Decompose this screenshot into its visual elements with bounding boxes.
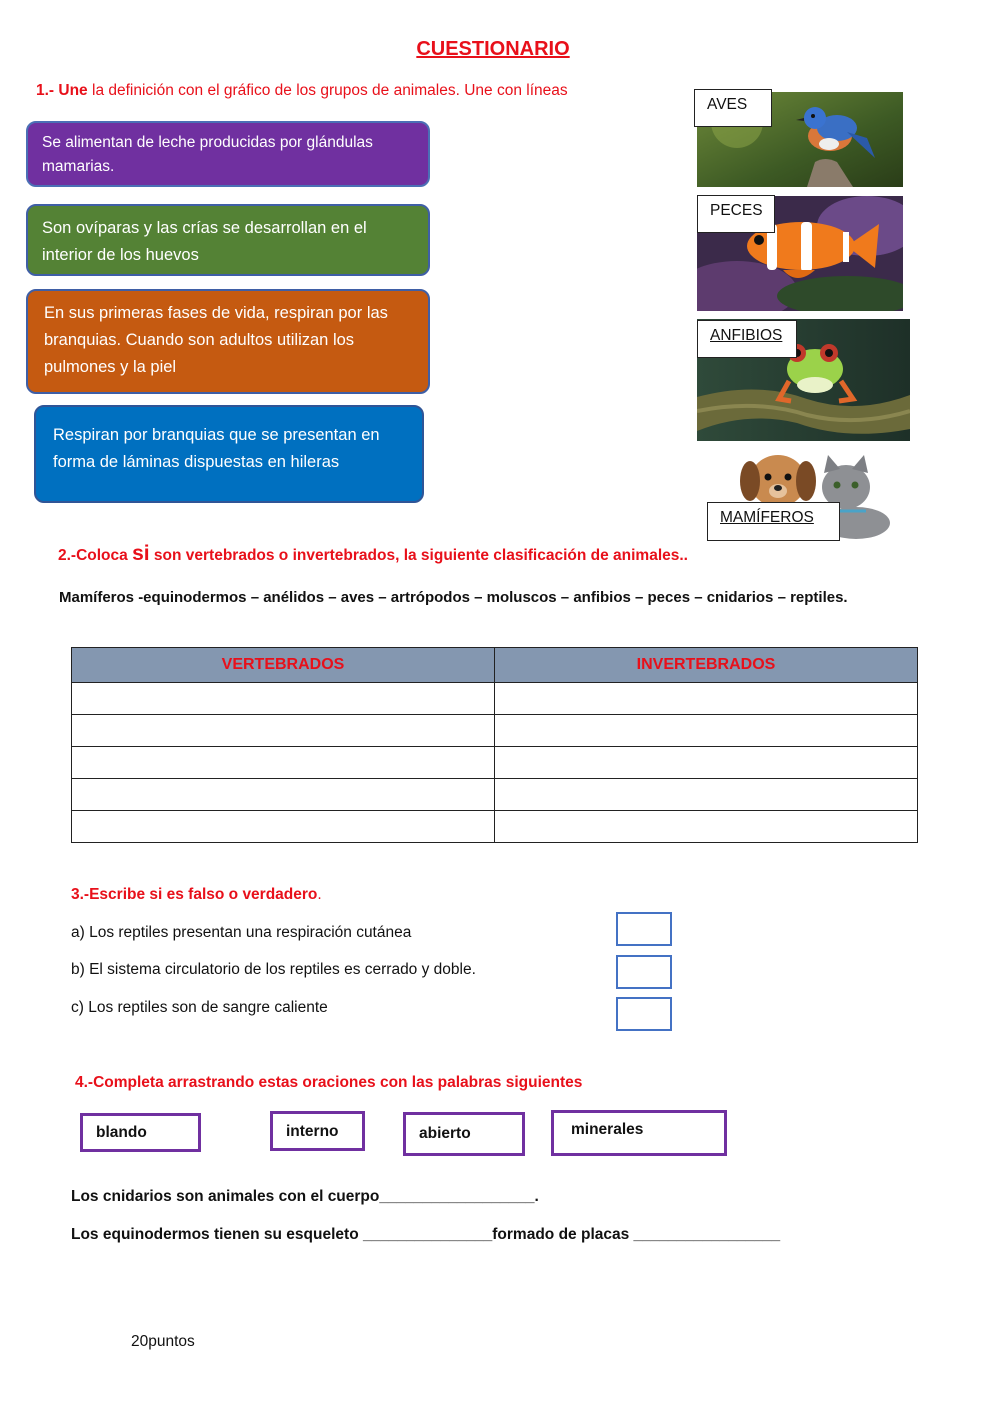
label-mamiferos[interactable] — [707, 502, 840, 541]
animal-list: Mamíferos -equinodermos – anélidos – aves – artrópodos – moluscos – anfibios – peces – cnidarios – reptiles. — [59, 589, 848, 606]
table-row — [72, 811, 918, 843]
table-row — [72, 779, 918, 811]
question-3-heading — [71, 886, 322, 904]
word-chip-interno[interactable]: interno — [270, 1111, 365, 1151]
word-chip-blando[interactable]: blando — [80, 1113, 201, 1152]
vertebrados-cell[interactable] — [72, 811, 495, 843]
header-vertebrados: VERTEBRADOS — [72, 648, 495, 683]
header-invertebrados: INVERTEBRADOS — [495, 648, 918, 683]
invertebrados-cell[interactable] — [495, 715, 918, 747]
table-row — [72, 715, 918, 747]
label-peces[interactable]: PECES — [697, 195, 775, 233]
definition-box-3[interactable]: En sus primeras fases de vida, respiran por las branquias. Cuando son adultos utilizan los pulmones y la piel — [26, 289, 430, 394]
invertebrados-cell[interactable] — [495, 779, 918, 811]
answer-box-c[interactable] — [616, 997, 672, 1031]
sentence-1: Los cnidarios son animales con el cuerpo__________________. — [71, 1188, 539, 1205]
classification-table — [71, 647, 918, 843]
invertebrados-cell[interactable] — [495, 683, 918, 715]
label-mamiferos-text: MAMÍFEROS — [720, 509, 814, 526]
label-anfibios-text: ANFIBIOS — [710, 327, 783, 344]
sentence-2: Los equinodermos tienen su esqueleto _______________formado de placas _________________ — [71, 1226, 781, 1243]
question-1-text: la definición con el gráfico de los grupos de animales. Une con líneas — [87, 82, 568, 99]
word-chip-minerales[interactable]: minerales — [551, 1110, 727, 1156]
page-title: CUESTIONARIO — [416, 38, 570, 60]
definition-box-2[interactable]: Son ovíparas y las crías se desarrollan en el interior de los huevos — [26, 204, 430, 276]
table-row — [72, 683, 918, 715]
question-1-prefix: 1.- Une — [36, 82, 88, 99]
vertebrados-cell[interactable] — [72, 779, 495, 811]
question-2-heading — [58, 542, 688, 566]
points-footer: 20puntos — [131, 1333, 195, 1350]
invertebrados-cell[interactable] — [495, 811, 918, 843]
question-1-heading — [36, 82, 568, 100]
question-2-big-word: si — [132, 542, 150, 565]
vertebrados-cell[interactable] — [72, 715, 495, 747]
statement-a: a) Los reptiles presentan una respiración cutánea — [71, 924, 412, 941]
table-row — [72, 747, 918, 779]
definition-box-1[interactable]: Se alimentan de leche producidas por glándulas mamarias. — [26, 121, 430, 187]
question-3-title: 3.-Escribe si es falso o verdadero — [71, 886, 318, 903]
question-3-dot: . — [317, 886, 322, 903]
statement-b: b) El sistema circulatorio de los reptiles es cerrado y doble. — [71, 961, 476, 978]
answer-box-b[interactable] — [616, 955, 672, 989]
question-2-prefix: 2.-Coloca — [58, 547, 133, 564]
label-aves[interactable]: AVES — [694, 89, 772, 127]
vertebrados-cell[interactable] — [72, 683, 495, 715]
vertebrados-cell[interactable] — [72, 747, 495, 779]
question-4-heading: 4.-Completa arrastrando estas oraciones con las palabras siguientes — [75, 1074, 583, 1091]
question-2-text: son vertebrados o invertebrados, la siguiente clasificación de animales.. — [149, 547, 688, 564]
statement-c: c) Los reptiles son de sangre caliente — [71, 999, 328, 1016]
label-anfibios[interactable] — [697, 320, 797, 358]
invertebrados-cell[interactable] — [495, 747, 918, 779]
definition-box-4[interactable]: Respiran por branquias que se presentan en forma de láminas dispuestas en hileras — [34, 405, 424, 503]
word-chip-abierto[interactable]: abierto — [403, 1112, 525, 1156]
answer-box-a[interactable] — [616, 912, 672, 946]
